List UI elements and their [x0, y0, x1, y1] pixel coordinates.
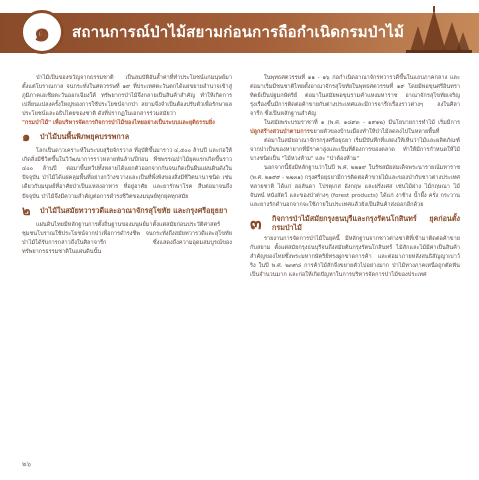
section-number: ๒	[22, 203, 31, 219]
section-2-heading	[22, 203, 232, 219]
paragraph: นอกจากนี้ยังมีหลักฐานว่าในปี พ.ศ. ๒๒๑๙ ในรัชสมัยสมเด็จพระนารายณ์มหาราช (พ.ศ. ๒๑๙๙ - ๒๒๓๑) กรุงศรีอยุธยามีการติดต่อค้าขายไม้และของป่ากับชาวต่างประเทศหลายชาติ ได้แก่ ฮอลันดา โปรตุเกส อังกฤษ และฝรั่งเศส เช่นไม้ฝาง ไม้กฤษณา ไม้จันทน์ หนังสัตว์ และของป่าต่างๆ (forest products) ได้แก่ งาช้าง น้ำผึ้ง ครั่ง กระวาน และยางรักดำนอกจากจะใช้ภายในประเทศแล้วยังเป็นสินค้าส่งออกอีกด้วย	[250, 165, 460, 208]
paragraph: ต่อมาในสมัยอาณาจักรกรุงศรีอยุธยา เริ่มมีบันทึกที่แสดงให้เห็นว่าไม้และผลิตภัณฑ์จากป่าเป็นของหายากที่มีราคาสูงและเป็นที่ต้องการของตลาด ทำให้มีการกำหนดให้ไม้บางชนิดเป็น "ไม้หวงห้าม" และ "ป่าต้องห้าม"	[250, 138, 460, 163]
section-title: ป่าไม้ในสมัยทวารวดีและอาณาจักรสุโขทัย และกรุงศรีอยุธยา	[40, 205, 228, 215]
text: ขยายตัวของบ้านเมืองทำให้ป่าไม้ลดลงไปในหลายพื้นที่	[309, 129, 440, 136]
section-number: ๑	[22, 130, 31, 146]
section-3-heading	[250, 214, 460, 232]
chapter-number-badge: ๑	[20, 10, 64, 54]
section-2-body: แผ่นดินไทยมีหลักฐานการตั้งถิ่นฐานของมนุษย์มาตั้งแต่สมัยก่อนประวัติศาสตร์ ชุมชนโบราณใช้ประโยชน์จากป่าเพื่อการดำรงชีพ จนกระทั่งถึงสมัยทวารวดีและสุโขทัย ป่าไม้ได้รับการกล่าวถึงในศิลาจารึก ซึ่งแสดงถึงความอุดมสมบูรณ์ของทรัพยากรธรรมชาติในแผ่นดินนั้น	[22, 221, 232, 255]
text: ในสมัยพระบรมราชาที่ ๑ (พ.ศ. ๑๘๙๓ - ๑๙๑๒) มีนโยบายการทำไม้ เริ่มมีการ	[264, 120, 460, 127]
section-1-heading	[22, 132, 232, 144]
section-title: ป่าไม้บนพื้นพิภพยุคบรรพกาล	[40, 132, 130, 142]
paragraph: ในพุทธศตวรรษที่ ๑๑ - ๑๖ ก่อกำเนิดอาณาจักรทวารวดีขึ้นในแถบภาคกลาง และต่อมาเริ่มมีชนชาติไทยตั้งอาณาจักรสุโขทัยในพุทธศตวรรษที่ ๑๙ โดยมีพ่อขุนศรีอินทราทิตย์เป็นปฐมกษัตริย์ ต่อมาในสมัยพ่อขุนรามคำแหงมหาราช อาณาจักรสุโขทัยเจริญรุ่งเรืองขึ้นมีการติดต่อค้าขายกับต่างประเทศและมีการจารึกเรื่องราวต่างๆ ลงในศิลาจารึก ซึ่งเป็นหลักฐานสำคัญ	[250, 75, 460, 118]
temple-illustration-icon	[400, 4, 474, 54]
paragraph-with-highlight	[250, 119, 460, 137]
chapter-title: สถานการณ์ป่าไม้สยามก่อนการถือกำเนิดกรมป่าไม้	[72, 23, 405, 41]
right-column	[250, 74, 460, 280]
chapter-header	[0, 0, 479, 62]
intro-paragraph-cont	[22, 119, 232, 128]
highlight-text: "กรมป่าไม้" เพื่อบริหารจัดการกิจการป่าไม้ของไทยอย่างเป็นระบบและยุติธรรมยิ่ง	[22, 120, 215, 127]
section-3-body: รายงานการจัดการป่าไม้ในยุคนี้ มีหลักฐานจากชาวต่างชาติที่เข้ามาติดต่อค้าขายกับสยาม ตั้งแต่สมัยกรุงธนบุรีจนถึงสมัยต้นกรุงรัตนโกสินทร์ ไม้สักและไม้มีค่าเป็นสินค้าสำคัญของไทยซึ่งพระมหากษัตริย์ทรงผูกขาดการค้า และต่อมาภายหลังสนธิสัญญาเบาว์ริง ในปี พ.ศ. ๒๓๙๘ การค้าไม้สักจึงขยายตัวไปอย่างมาก ป่าไม้ทางภาคเหนือถูกตัดฟันเป็นจำนวนมาก และก่อให้เกิดปัญหาในการบริหารจัดการป่าไม้ของประเทศ	[250, 235, 460, 278]
highlight-text: ปลูกสร้างสวนป่าตามการ	[250, 129, 310, 136]
page-number: ๒๖	[22, 460, 32, 468]
section-1-body: โลกเป็นดาวเคราะห์ในระบบสุริยจักรวาล ที่อุบัติขึ้นมาราว ๔,๕๐๐ ล้านปี และก่อให้เกิดสิ่งมีชีวิตขึ้นในวิวัฒนาการราวหลายพันล้านปีก่อน พืชพรรณป่าไม้ยุคแรกเกิดขึ้นราว ๔๐๐ ล้านปี ต่อมาพื้นทวีปทั้งหลายได้แยกตัวออกจากกันจนเกิดเป็นผืนแผ่นดินดังในปัจจุบัน ป่าไม้ได้แผ่คลุมพื้นที่อย่างกว้างขวางและเป็นที่พึ่งพิงของสิ่งมีชีวิตนานาชนิด เช่นเดียวกับมนุษย์ที่อาศัยป่าเป็นแหล่งอาหาร ที่อยู่อาศัย และยารักษาโรค สืบต่อมาจนถึงปัจจุบัน ป่าไม้จึงมีความสำคัญต่อการดำรงชีวิตของมนุษย์ทุกยุคทุกสมัย	[22, 148, 232, 200]
intro-paragraph: ป่าไม้เป็นของขวัญจากธรรมชาติ เป็นสมบัติอันล้ำค่าที่ทำประโยชน์แก่มนุษย์มาตั้งแต่โบราณกาล จนกระทั่งในศตวรรษที่ ๑๙ ที่ประเทศตะวันตกได้แผ่ขยายอำนาจเข้าสู่ภูมิภาคเอเชียตะวันออกเฉียงใต้ ทรัพยากรป่าไม้จึงกลายเป็นสินค้าสำคัญ ทำให้เกิดการเปลี่ยนแปลงครั้งใหญ่ของการใช้ประโยชน์จากป่า สยามจึงจำเป็นต้องปรับตัวเพื่อรักษาผลประโยชน์และอธิปไตยของชาติ ดังที่ปรากฏในเอกสารร่วมสมัยว่า	[22, 75, 232, 118]
section-title: กิจการป่าไม้สมัยกรุงธนบุรีและกรุงรัตนโกสินทร์ ยุคก่อนตั้งกรมป่าไม้	[272, 213, 460, 232]
section-number: ๓	[250, 213, 262, 234]
left-column	[22, 74, 232, 257]
